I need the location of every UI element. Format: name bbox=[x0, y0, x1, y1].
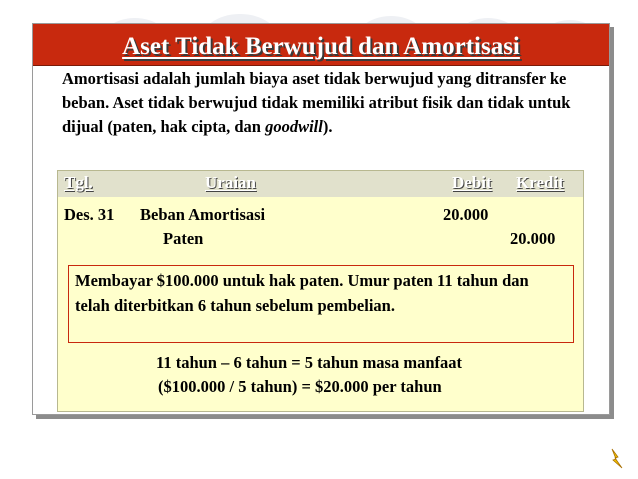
calculation-line-2: ($100.000 / 5 tahun) = $20.000 per tahun bbox=[158, 377, 442, 396]
header-debit: Debit bbox=[452, 173, 492, 192]
definition-text-end: ). bbox=[322, 117, 333, 136]
entry-debit-account: Beban Amortisasi bbox=[140, 205, 266, 224]
header-description: Uraian bbox=[205, 173, 256, 192]
header-credit: Kredit bbox=[516, 173, 564, 192]
entry-credit-amount: 20.000 bbox=[510, 229, 556, 248]
journal-header bbox=[58, 171, 583, 197]
calculation-line-1: 11 tahun – 6 tahun = 5 tahun masa manfaat bbox=[156, 353, 463, 372]
lightning-bolt-icon bbox=[606, 448, 628, 470]
note-box: Membayar $100.000 untuk hak paten. Umur paten 11 tahun dan telah diterbitkan 6 tahun sebelum pembelian. bbox=[68, 265, 574, 343]
entry-credit-account: Paten bbox=[163, 229, 204, 248]
title-bar bbox=[33, 24, 609, 66]
definition-italic-term: goodwill bbox=[265, 117, 323, 136]
definition-text: Amortisasi adalah jumlah biaya aset tidak berwujud yang ditransfer ke beban. Aset tidak berwujud tidak memiliki atribut fisik dan tidak untuk dijual (paten, hak cipta, dan bbox=[62, 69, 571, 136]
entry-debit-amount: 20.000 bbox=[443, 205, 489, 224]
header-date: Tgl. bbox=[64, 173, 93, 192]
entry-date: Des. 31 bbox=[64, 205, 115, 224]
slide-title: Aset Tidak Berwujud dan Amortisasi bbox=[122, 33, 520, 60]
definition-paragraph bbox=[62, 67, 592, 139]
